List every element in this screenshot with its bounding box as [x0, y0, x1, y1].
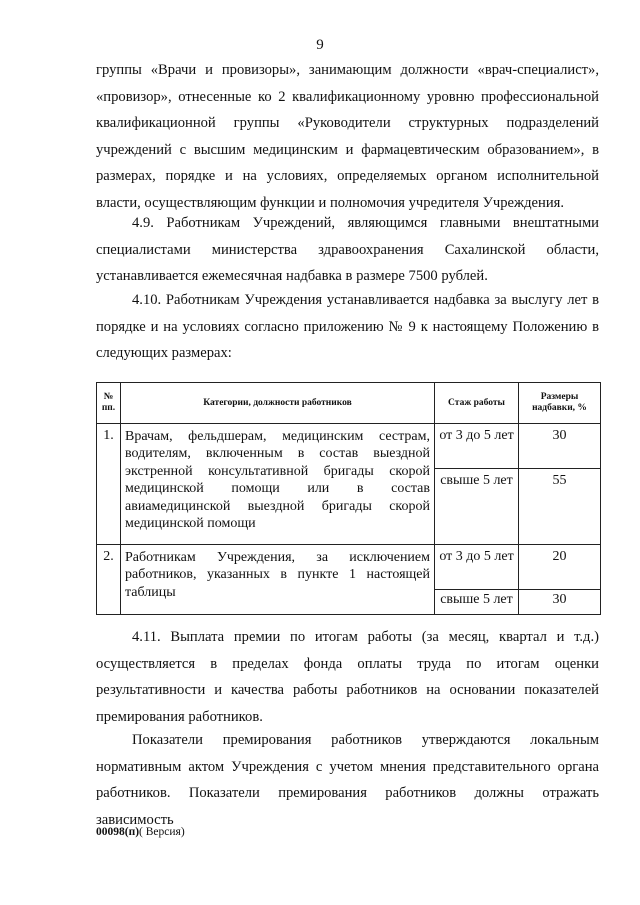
- document-version-label: ( Версия): [139, 826, 185, 838]
- table-row: [97, 424, 601, 469]
- row-number: 1.: [97, 424, 121, 545]
- row-number: 2.: [97, 545, 121, 615]
- row-category: Работникам Учреждения, за исключением работников, указанных в пункте 1 настоящей таблицы: [121, 545, 435, 615]
- paragraph-bonus-indicators: Показатели премирования работников утверждаются локальным нормативным актом Учреждения с учетом мнения представительного органа работников. Показатели премирования работников должны отражать зависимость: [96, 732, 599, 828]
- row-experience: свыше 5 лет: [435, 469, 519, 545]
- paragraph-4-10: 4.10. Работникам Учреждения устанавливается надбавка за выслугу лет в порядке и на условиях согласно приложению № 9 к настоящему Положению в следующих размерах:: [96, 292, 599, 361]
- row-experience: от 3 до 5 лет: [435, 545, 519, 590]
- paragraph-4-11: 4.11. Выплата премии по итогам работы (за месяц, квартал и т.д.) осуществляется в пределах фонда оплаты труда по итогам оценки результативности и качества работы работников на основании показателей премирования работников.: [96, 629, 599, 725]
- paragraph-4-9: 4.9. Работникам Учреждений, являющимся главными внештатными специалистами министерства здравоохранения Сахалинской области, устанавливается ежемесячная надбавка в размере 7500 рублей.: [96, 215, 599, 284]
- paragraph-continuation: группы «Врачи и провизоры», занимающим должности «врач-специалист», «провизор», отнесенные ко 2 квалификационному уровню профессиональной квалификационной группы «Руководители структурных подразделений учреждений с высшим медицинским и фармацевтическим образованием», в размерах, порядке и на условиях, определяемых органом исполнительной власти, осуществляющим функции и полномочия учредителя Учреждения.: [96, 62, 599, 211]
- header-category: Категории, должности работников: [121, 383, 435, 424]
- table-row: [97, 545, 601, 590]
- header-allowance-size: Размеры надбавки, %: [519, 383, 601, 424]
- row-allowance-size: 30: [519, 424, 601, 469]
- header-number: № пп.: [97, 383, 121, 424]
- row-category: Врачам, фельдшерам, медицинским сестрам, водителям, включенным в состав выездной экстренной консультативной бригады скорой медицинской помощи или в состав авиамедицинской выездной бригады скорой медицинской помощи: [121, 424, 435, 545]
- seniority-allowance-table: [96, 382, 601, 615]
- document-code: [96, 826, 185, 838]
- document-code-number: 00098(п): [96, 826, 140, 838]
- row-experience: свыше 5 лет: [435, 590, 519, 615]
- row-allowance-size: 30: [519, 590, 601, 615]
- row-allowance-size: 55: [519, 469, 601, 545]
- header-experience: Стаж работы: [435, 383, 519, 424]
- row-allowance-size: 20: [519, 545, 601, 590]
- table-header-row: [97, 383, 601, 424]
- row-experience: от 3 до 5 лет: [435, 424, 519, 469]
- page-number: 9: [316, 37, 324, 53]
